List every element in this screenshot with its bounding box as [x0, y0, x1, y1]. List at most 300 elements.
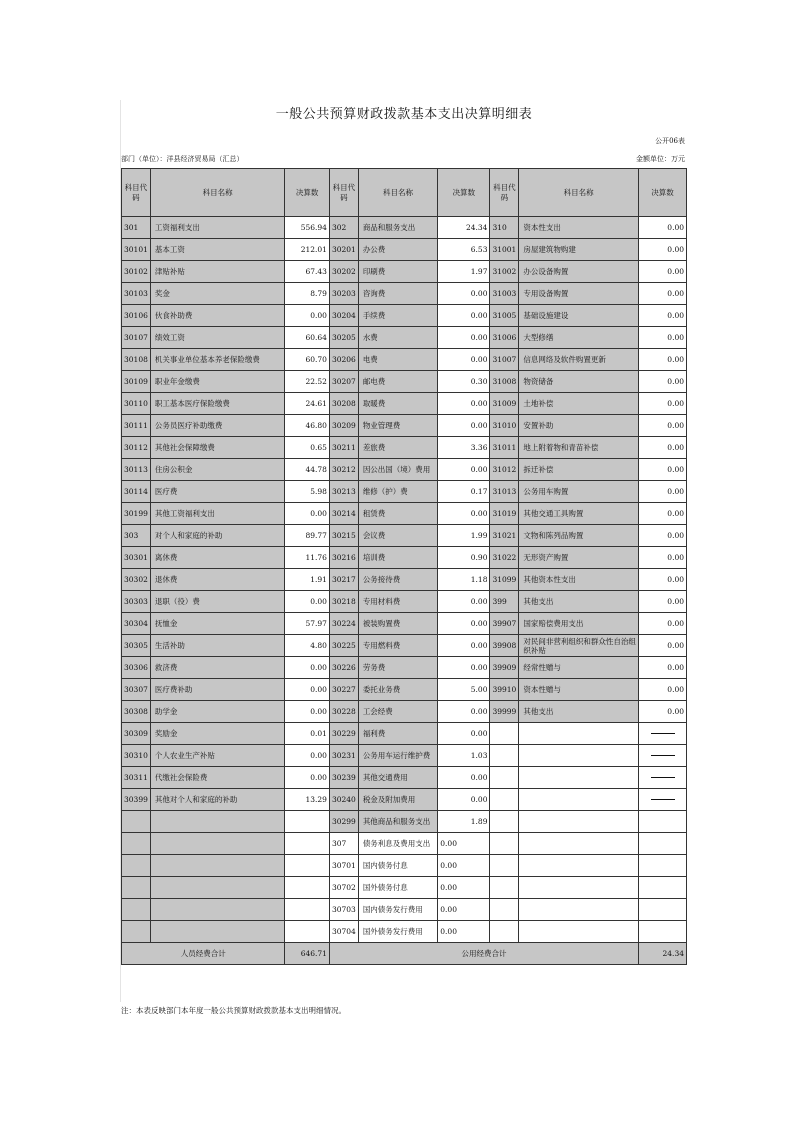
personnel-amount: 46.80 [285, 415, 330, 437]
personnel-amount: 0.00 [285, 503, 330, 525]
goods-amount: 5.00 [438, 679, 490, 701]
personnel-code: 30107 [122, 327, 151, 349]
personnel-name: 绩效工资 [150, 327, 285, 349]
capital-name: 大型修缮 [519, 327, 639, 349]
amount-unit: 金额单位：万元 [636, 155, 685, 163]
goods-code: 30224 [329, 613, 358, 635]
goods-code: 30207 [329, 371, 358, 393]
empty-cell [150, 811, 285, 833]
personnel-name: 医疗费 [150, 481, 285, 503]
goods-amount: 0.00 [438, 503, 490, 525]
capital-amount: 0.00 [639, 371, 687, 393]
capital-code: 31008 [490, 371, 519, 393]
personnel-amount: 57.97 [285, 613, 330, 635]
capital-amount: 0.00 [639, 613, 687, 635]
personnel-code: 301 [122, 217, 151, 239]
personnel-total-label: 人员经费合计 [122, 943, 285, 965]
capital-name: 资本性赠与 [519, 679, 639, 701]
capital-amount: 0.00 [639, 283, 687, 305]
capital-code: 31012 [490, 459, 519, 481]
personnel-name: 其他社会保障缴费 [150, 437, 285, 459]
capital-name: 国家赔偿费用支出 [519, 613, 639, 635]
capital-code: 31011 [490, 437, 519, 459]
header-code: 科目代码 [329, 169, 358, 217]
goods-amount: 1.18 [438, 569, 490, 591]
empty-cell [285, 921, 330, 943]
empty-cell [122, 811, 151, 833]
empty-cell [285, 877, 330, 899]
personnel-name: 医疗费补助 [150, 679, 285, 701]
table-row [122, 679, 687, 701]
goods-code: 30702 [329, 877, 358, 899]
goods-amount: 24.34 [438, 217, 490, 239]
goods-amount: 0.00 [438, 459, 490, 481]
empty-cell [122, 833, 151, 855]
capital-name: 信息网络及软件购置更新 [519, 349, 639, 371]
capital-amount: 0.00 [639, 503, 687, 525]
personnel-amount: 8.79 [285, 283, 330, 305]
table-row [122, 415, 687, 437]
personnel-amount: 4.80 [285, 635, 330, 657]
goods-amount: 1.97 [438, 261, 490, 283]
empty-cell [122, 855, 151, 877]
empty-cell [490, 833, 519, 855]
goods-name: 印刷费 [358, 261, 437, 283]
empty-cell [519, 767, 639, 789]
dash-mark [651, 777, 675, 778]
personnel-code: 30114 [122, 481, 151, 503]
personnel-amount: 60.64 [285, 327, 330, 349]
table-row [122, 569, 687, 591]
goods-name: 租赁费 [358, 503, 437, 525]
personnel-code: 30307 [122, 679, 151, 701]
personnel-name: 离休费 [150, 547, 285, 569]
capital-code: 31019 [490, 503, 519, 525]
goods-name: 专用材料费 [358, 591, 437, 613]
table-row [122, 701, 687, 723]
table-row [122, 327, 687, 349]
personnel-name: 退职（役）费 [150, 591, 285, 613]
capital-amount: 0.00 [639, 393, 687, 415]
header-amount: 决算数 [639, 169, 687, 217]
goods-name: 国外债务发行费用 [358, 921, 437, 943]
table-row [122, 547, 687, 569]
empty-cell [519, 921, 639, 943]
report-title: 一般公共预算财政拨款基本支出决算明细表 [275, 107, 533, 122]
empty-cell [519, 833, 639, 855]
capital-amount: 0.00 [639, 657, 687, 679]
personnel-amount: 0.00 [285, 591, 330, 613]
table-row [122, 613, 687, 635]
empty-cell [150, 833, 285, 855]
capital-amount: 0.00 [639, 679, 687, 701]
table-row [122, 899, 687, 921]
personnel-name: 住房公积金 [150, 459, 285, 481]
goods-name: 取暖费 [358, 393, 437, 415]
table-row [122, 393, 687, 415]
goods-name: 国内债务发行费用 [358, 899, 437, 921]
personnel-amount: 0.01 [285, 723, 330, 745]
empty-cell [490, 877, 519, 899]
form-number: 公开06表 [655, 137, 685, 145]
goods-name: 咨询费 [358, 283, 437, 305]
table-row [122, 723, 687, 745]
goods-code: 30215 [329, 525, 358, 547]
capital-amount: 0.00 [639, 701, 687, 723]
capital-amount: 0.00 [639, 415, 687, 437]
personnel-code: 30106 [122, 305, 151, 327]
personnel-amount: 44.78 [285, 459, 330, 481]
personnel-name: 其他对个人和家庭的补助 [150, 789, 285, 811]
goods-code: 30203 [329, 283, 358, 305]
personnel-amount: 22.52 [285, 371, 330, 393]
capital-amount: 0.00 [639, 547, 687, 569]
goods-amount: 0.00 [438, 789, 490, 811]
totals-row [122, 943, 687, 965]
capital-amount: 0.00 [639, 481, 687, 503]
header-code: 科目代码 [122, 169, 151, 217]
capital-code: 31009 [490, 393, 519, 415]
capital-amount: 0.00 [639, 327, 687, 349]
personnel-code: 30112 [122, 437, 151, 459]
personnel-code: 30303 [122, 591, 151, 613]
table-row [122, 261, 687, 283]
goods-code: 30229 [329, 723, 358, 745]
personnel-name: 公务员医疗补助缴费 [150, 415, 285, 437]
goods-code: 30225 [329, 635, 358, 657]
personnel-name: 个人农业生产补贴 [150, 745, 285, 767]
goods-code: 30227 [329, 679, 358, 701]
expenditure-table [121, 168, 687, 965]
goods-code: 30228 [329, 701, 358, 723]
capital-name: 物资储备 [519, 371, 639, 393]
goods-name: 电费 [358, 349, 437, 371]
goods-amount: 0.00 [438, 877, 490, 899]
empty-cell [490, 745, 519, 767]
personnel-name: 其他工资福利支出 [150, 503, 285, 525]
table-row [122, 591, 687, 613]
goods-name: 债务利息及费用支出 [358, 833, 437, 855]
goods-name: 会议费 [358, 525, 437, 547]
goods-code: 30201 [329, 239, 358, 261]
capital-code: 31002 [490, 261, 519, 283]
table-row [122, 657, 687, 679]
table-row [122, 503, 687, 525]
goods-amount: 0.00 [438, 767, 490, 789]
footnote: 注：本表反映部门本年度一般公共预算财政拨款基本支出明细情况。 [121, 1006, 346, 1015]
personnel-code: 30310 [122, 745, 151, 767]
goods-name: 委托业务费 [358, 679, 437, 701]
header-name: 科目名称 [519, 169, 639, 217]
capital-name: 其他支出 [519, 591, 639, 613]
capital-code: 399 [490, 591, 519, 613]
personnel-name: 伙食补助费 [150, 305, 285, 327]
goods-code: 30704 [329, 921, 358, 943]
goods-name: 福利费 [358, 723, 437, 745]
goods-code: 30226 [329, 657, 358, 679]
capital-code: 31099 [490, 569, 519, 591]
empty-cell [490, 899, 519, 921]
capital-code: 39909 [490, 657, 519, 679]
empty-cell [490, 789, 519, 811]
goods-name: 工会经费 [358, 701, 437, 723]
capital-code: 31003 [490, 283, 519, 305]
empty-cell [285, 899, 330, 921]
capital-amount: 0.00 [639, 349, 687, 371]
table-row [122, 239, 687, 261]
personnel-amount: 0.65 [285, 437, 330, 459]
table-row [122, 459, 687, 481]
goods-code: 30703 [329, 899, 358, 921]
capital-code: 31013 [490, 481, 519, 503]
goods-amount: 0.00 [438, 723, 490, 745]
goods-amount: 0.00 [438, 393, 490, 415]
capital-amount: 0.00 [639, 525, 687, 547]
capital-code: 31006 [490, 327, 519, 349]
empty-cell [285, 833, 330, 855]
capital-code: 31022 [490, 547, 519, 569]
dash-cell [639, 789, 687, 811]
capital-code: 310 [490, 217, 519, 239]
empty-cell [639, 899, 687, 921]
table-row [122, 349, 687, 371]
personnel-amount: 0.00 [285, 657, 330, 679]
personnel-code: 30101 [122, 239, 151, 261]
table-row [122, 921, 687, 943]
personnel-amount: 89.77 [285, 525, 330, 547]
goods-code: 30214 [329, 503, 358, 525]
personnel-amount: 212.01 [285, 239, 330, 261]
goods-amount: 3.36 [438, 437, 490, 459]
goods-code: 30204 [329, 305, 358, 327]
empty-cell [150, 855, 285, 877]
dash-mark [651, 733, 675, 734]
personnel-code: 30109 [122, 371, 151, 393]
goods-name: 因公出国（境）费用 [358, 459, 437, 481]
table-row [122, 371, 687, 393]
capital-code: 31007 [490, 349, 519, 371]
personnel-name: 津贴补贴 [150, 261, 285, 283]
personnel-code: 30111 [122, 415, 151, 437]
table-row [122, 283, 687, 305]
capital-name: 拆迁补偿 [519, 459, 639, 481]
empty-cell [519, 789, 639, 811]
personnel-code: 30199 [122, 503, 151, 525]
personnel-amount: 0.00 [285, 745, 330, 767]
table-row [122, 437, 687, 459]
goods-amount: 0.30 [438, 371, 490, 393]
goods-name: 手续费 [358, 305, 437, 327]
goods-code: 30701 [329, 855, 358, 877]
report-sheet [120, 100, 687, 1015]
personnel-code: 30311 [122, 767, 151, 789]
personnel-name: 救济费 [150, 657, 285, 679]
table-row [122, 217, 687, 239]
capital-code: 39908 [490, 635, 519, 657]
personnel-amount: 0.00 [285, 305, 330, 327]
goods-amount: 0.00 [438, 415, 490, 437]
goods-code: 30213 [329, 481, 358, 503]
capital-name: 对民间非营利组织和群众性自治组织补贴 [519, 635, 639, 657]
capital-name: 无形资产购置 [519, 547, 639, 569]
goods-name: 税金及附加费用 [358, 789, 437, 811]
personnel-code: 30113 [122, 459, 151, 481]
goods-code: 30208 [329, 393, 358, 415]
goods-code: 30211 [329, 437, 358, 459]
goods-name: 其他商品和服务支出 [358, 811, 437, 833]
goods-code: 302 [329, 217, 358, 239]
capital-amount: 0.00 [639, 305, 687, 327]
capital-name: 其他支出 [519, 701, 639, 723]
personnel-amount: 11.76 [285, 547, 330, 569]
goods-name: 被装购置费 [358, 613, 437, 635]
dash-cell [639, 745, 687, 767]
capital-name: 其他交通工具购置 [519, 503, 639, 525]
goods-name: 其他交通费用 [358, 767, 437, 789]
goods-amount: 0.00 [438, 327, 490, 349]
personnel-amount: 0.00 [285, 767, 330, 789]
goods-name: 公务接待费 [358, 569, 437, 591]
header-name: 科目名称 [150, 169, 285, 217]
personnel-amount: 5.98 [285, 481, 330, 503]
personnel-amount: 24.61 [285, 393, 330, 415]
goods-amount: 1.99 [438, 525, 490, 547]
empty-cell [122, 877, 151, 899]
personnel-name: 退休费 [150, 569, 285, 591]
table-row [122, 635, 687, 657]
personnel-name: 工资福利支出 [150, 217, 285, 239]
goods-amount: 0.00 [438, 657, 490, 679]
goods-amount: 0.00 [438, 349, 490, 371]
personnel-code: 30309 [122, 723, 151, 745]
capital-name: 基础设施建设 [519, 305, 639, 327]
personnel-amount: 67.43 [285, 261, 330, 283]
empty-cell [490, 723, 519, 745]
personnel-name: 代缴社会保险费 [150, 767, 285, 789]
empty-cell [150, 921, 285, 943]
goods-code: 30202 [329, 261, 358, 283]
empty-cell [639, 877, 687, 899]
goods-amount: 1.03 [438, 745, 490, 767]
capital-code: 31021 [490, 525, 519, 547]
empty-cell [639, 921, 687, 943]
empty-cell [150, 877, 285, 899]
table-row [122, 833, 687, 855]
empty-cell [519, 899, 639, 921]
dash-cell [639, 833, 687, 855]
goods-name: 专用燃料费 [358, 635, 437, 657]
goods-code: 30217 [329, 569, 358, 591]
capital-amount: 0.00 [639, 217, 687, 239]
capital-amount: 0.00 [639, 239, 687, 261]
goods-code: 30216 [329, 547, 358, 569]
personnel-amount: 556.94 [285, 217, 330, 239]
table-row [122, 481, 687, 503]
dash-cell [639, 723, 687, 745]
dash-cell [639, 767, 687, 789]
dash-cell [639, 811, 687, 833]
personnel-amount: 0.00 [285, 701, 330, 723]
personnel-total-amount: 646.71 [285, 943, 330, 965]
capital-name: 地上附着物和青苗补偿 [519, 437, 639, 459]
goods-amount: 6.53 [438, 239, 490, 261]
personnel-code: 30102 [122, 261, 151, 283]
personnel-name: 职业年金缴费 [150, 371, 285, 393]
goods-code: 307 [329, 833, 358, 855]
table-row [122, 855, 687, 877]
capital-name: 土地补偿 [519, 393, 639, 415]
capital-amount: 0.00 [639, 591, 687, 613]
goods-code: 30209 [329, 415, 358, 437]
header-code: 科目代码 [490, 169, 519, 217]
goods-amount: 0.00 [438, 635, 490, 657]
goods-amount: 0.00 [438, 305, 490, 327]
goods-name: 邮电费 [358, 371, 437, 393]
capital-name: 专用设备购置 [519, 283, 639, 305]
table-body [122, 217, 687, 943]
goods-code: 30212 [329, 459, 358, 481]
goods-code: 30299 [329, 811, 358, 833]
empty-cell [285, 811, 330, 833]
goods-amount: 0.00 [438, 855, 490, 877]
goods-amount: 0.00 [438, 921, 490, 943]
personnel-amount: 0.00 [285, 679, 330, 701]
capital-name: 房屋建筑物购建 [519, 239, 639, 261]
personnel-code: 30108 [122, 349, 151, 371]
public-total-amount: 24.34 [639, 943, 687, 965]
table-row [122, 811, 687, 833]
table-row [122, 525, 687, 547]
header-amount: 决算数 [285, 169, 330, 217]
goods-amount: 1.89 [438, 811, 490, 833]
dash-mark [651, 799, 675, 800]
capital-amount: 0.00 [639, 459, 687, 481]
dash-mark [651, 755, 675, 756]
personnel-name: 基本工资 [150, 239, 285, 261]
empty-cell [519, 877, 639, 899]
personnel-amount: 1.91 [285, 569, 330, 591]
personnel-code: 30302 [122, 569, 151, 591]
personnel-name: 助学金 [150, 701, 285, 723]
goods-name: 水费 [358, 327, 437, 349]
goods-code: 30206 [329, 349, 358, 371]
capital-name: 安置补助 [519, 415, 639, 437]
goods-code: 30240 [329, 789, 358, 811]
table-row [122, 877, 687, 899]
goods-name: 国内债务付息 [358, 855, 437, 877]
goods-name: 培训费 [358, 547, 437, 569]
personnel-code: 303 [122, 525, 151, 547]
empty-cell [519, 855, 639, 877]
personnel-name: 机关事业单位基本养老保险缴费 [150, 349, 285, 371]
goods-name: 办公费 [358, 239, 437, 261]
public-total-label: 公用经费合计 [329, 943, 638, 965]
empty-cell [122, 899, 151, 921]
capital-name: 资本性支出 [519, 217, 639, 239]
capital-name: 文物和陈列品购置 [519, 525, 639, 547]
empty-cell [519, 723, 639, 745]
capital-code: 31005 [490, 305, 519, 327]
goods-amount: 0.90 [438, 547, 490, 569]
empty-cell [490, 921, 519, 943]
goods-amount: 0.00 [438, 899, 490, 921]
goods-amount: 0.17 [438, 481, 490, 503]
personnel-amount: 13.29 [285, 789, 330, 811]
header-amount: 决算数 [438, 169, 490, 217]
personnel-name: 抚恤金 [150, 613, 285, 635]
empty-cell [519, 811, 639, 833]
personnel-code: 30306 [122, 657, 151, 679]
